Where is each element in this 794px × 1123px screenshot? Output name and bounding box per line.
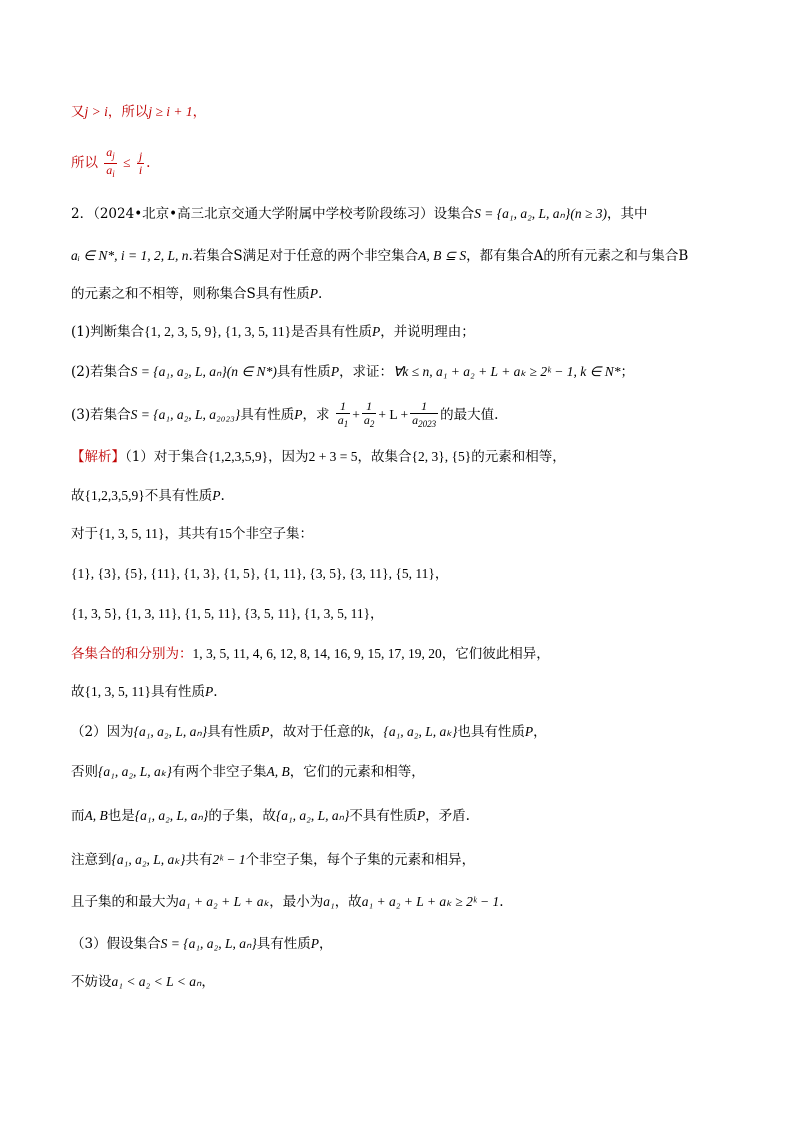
text: ，所以	[107, 104, 149, 120]
question-1	[71, 322, 475, 342]
text: 的元素和相等，	[471, 449, 566, 465]
math-expr: {a₁, a₂, L, aₙ}	[134, 808, 209, 823]
math-symbol: P	[310, 936, 320, 951]
text: 个非空子集：	[231, 526, 313, 542]
text: ，最小为	[269, 894, 324, 910]
text: 也具有性质	[457, 724, 525, 740]
solution-line-3	[71, 524, 313, 544]
math-expr: S = {a₁, a₂, L, aₙ}(n ≥ 3)	[474, 206, 607, 221]
text: ，故	[334, 894, 362, 910]
text: 不妨设	[71, 974, 112, 990]
text: .	[318, 286, 323, 302]
math-expr: {1,2,3,5,9}	[207, 449, 269, 464]
math-symbol: P	[330, 364, 340, 379]
denominator: $a_2$	[363, 413, 375, 429]
math-expr: 1, 3, 5, 11, 4, 6, 12, 8, 14, 16, 9, 15, 17, 19, 20	[192, 646, 442, 661]
text: .	[499, 894, 504, 910]
math-expr: S = {a₁, a₂, L, aₙ}	[160, 936, 257, 951]
text: ，它们的元素和相等，	[289, 764, 425, 780]
math-expr: j ≥ i + 1	[148, 104, 193, 119]
text: 的子集，故	[208, 808, 276, 824]
text: 所以	[71, 155, 98, 171]
math-symbol: P	[372, 324, 381, 339]
text: （3）假设集合	[71, 936, 161, 952]
denominator: a	[106, 163, 113, 177]
math-expr: j > i	[84, 104, 108, 119]
text: 故	[71, 488, 85, 504]
relation: ≤	[123, 155, 131, 170]
text: 对于	[71, 526, 98, 542]
text: ，其共有	[164, 526, 219, 542]
math-expr: S = {a₁, a₂, L, aₙ}(n ∈ N*)	[130, 364, 277, 379]
text: ，故对于任意的	[269, 724, 364, 740]
text: 各集合的和分别为：	[71, 646, 193, 662]
math-expr: a₁	[323, 894, 335, 909]
text: (2)若集合	[71, 364, 131, 380]
solution-part-3-line-1	[71, 934, 333, 954]
subscript: i	[112, 169, 115, 179]
text: 也是	[107, 808, 135, 824]
text: ；	[620, 364, 634, 380]
math-expr: 2 + 3 = 5	[308, 449, 358, 464]
numerator: 1	[362, 400, 377, 414]
math-expr: S = {a₁, a₂, L, a₂₀₂₃}	[130, 407, 241, 422]
math-expr: {1, 2, 3, 5, 9}, {1, 3, 5, 11}	[144, 324, 292, 339]
text: ，	[319, 936, 333, 952]
question-2	[71, 362, 634, 382]
math-symbol: P	[416, 808, 426, 823]
math-expr: a₁ + a₂ + L + aₖ ≥ 2ᵏ − 1	[361, 894, 500, 909]
text: 具有性质	[276, 364, 331, 380]
text: ，并说明理由；	[380, 324, 475, 340]
math-expr: + L +	[378, 407, 409, 422]
math-expr: {1,2,3,5,9}	[84, 488, 145, 503]
numerator: a	[106, 145, 113, 159]
solution-line-1	[71, 447, 566, 467]
fraction-1-a2023	[410, 400, 438, 431]
math-symbol: P	[309, 286, 318, 301]
text: 又	[71, 104, 85, 120]
math-expr: aᵢ ∈ N*, i = 1, 2, L, n	[71, 248, 189, 263]
text: 否则	[71, 764, 98, 780]
math-expr: a₁ + a₂ + L + aₖ	[179, 894, 270, 909]
text: ，求证：	[339, 364, 394, 380]
text: ，故集合	[357, 449, 412, 465]
text: （1）对于集合	[125, 449, 208, 465]
math-expr: {1, 3, 5, 11}	[84, 684, 151, 699]
problem-2-line-3	[71, 284, 322, 304]
math-expr: {a₁, a₂, L, aₖ}	[111, 852, 186, 867]
text: 个非空子集，每个子集的元素和相异，	[245, 852, 476, 868]
text: ，其中	[606, 206, 648, 222]
text: 而	[71, 808, 85, 824]
text: 有两个非空子集	[171, 764, 267, 780]
text: .	[146, 155, 151, 171]
text: (3)若集合	[71, 407, 131, 423]
math-symbol: P	[294, 407, 303, 422]
text: ，矛盾.	[425, 808, 470, 824]
numerator: 1	[410, 400, 438, 414]
solution-tag: 【解析】	[71, 449, 125, 465]
math-expr: a₁ < a₂ < L < aₙ	[111, 974, 202, 989]
math-expr: {2, 3}, {5}	[411, 449, 472, 464]
text: .	[220, 488, 225, 504]
fraction-1-a2	[362, 400, 377, 431]
plus: +	[352, 407, 360, 422]
math-expr: {1, 3, 5}, {1, 3, 11}, {1, 5, 11}, {3, 5, 11}, {1, 3, 5, 11}，	[71, 606, 384, 621]
subsets-line-1	[71, 564, 448, 584]
denominator: $a_1$	[337, 413, 349, 429]
fraction-1-a1	[336, 400, 351, 431]
text: .若集合S满足对于任意的两个非空集合	[188, 248, 419, 264]
number: 15	[218, 526, 232, 541]
fraction-aj-ai	[104, 146, 117, 181]
proof-line-j-gt-i	[71, 102, 206, 122]
numerator: j	[138, 149, 143, 163]
solution-line-4	[71, 682, 218, 702]
math-expr: ∀k ≤ n, a₁ + a₂ + L + aₖ ≥ 2ᵏ − 1, k ∈ N*	[393, 364, 621, 379]
text: 是否具有性质	[291, 324, 373, 340]
text: ，求	[302, 407, 330, 423]
denominator: i	[138, 163, 143, 177]
text: .	[213, 684, 218, 700]
text: ，	[192, 104, 207, 120]
text: ，	[533, 724, 547, 740]
text: 不具有性质	[349, 808, 417, 824]
text: 故	[71, 684, 85, 700]
math-expr: {a₁, a₂, L, aₙ}	[275, 808, 350, 823]
text: 且子集的和最大为	[71, 894, 179, 910]
math-symbol: P	[261, 724, 270, 739]
text: 具有性质	[150, 684, 205, 700]
solution-part-2-line-5	[71, 892, 504, 912]
problem-2-line-1	[71, 204, 647, 224]
problem-number: 2．	[71, 206, 94, 222]
fraction-j-i	[137, 150, 144, 177]
text: 具有性质	[256, 936, 311, 952]
question-3	[71, 400, 498, 431]
text: ，因为	[268, 449, 309, 465]
math-expr: {1}, {3}, {5}, {11}, {1, 3}, {1, 5}, {1, 11}, {3, 5}, {3, 11}, {5, 11}，	[71, 566, 449, 581]
text: ，都有集合A的所有元素之和与集合B	[466, 248, 689, 264]
solution-sums	[71, 644, 550, 664]
text: ，它们彼此相异，	[441, 646, 550, 662]
solution-part-2-line-1	[71, 722, 547, 742]
text: (1)判断集合	[71, 324, 145, 340]
text: （2）因为	[71, 724, 134, 740]
solution-part-3-line-2	[71, 972, 215, 992]
math-expr: A, B	[84, 808, 108, 823]
solution-part-2-line-3	[71, 806, 470, 826]
math-expr: {a₁, a₂, L, aₖ}	[98, 764, 172, 779]
math-expr: A, B	[266, 764, 290, 779]
math-symbol: k	[363, 724, 370, 739]
denominator: $a_{2023}$	[412, 413, 437, 429]
math-symbol: P	[524, 724, 534, 739]
solution-part-2-line-2	[71, 762, 425, 782]
text: 具有性质	[240, 407, 295, 423]
text: 的最大值.	[440, 407, 499, 423]
solution-line-2	[71, 486, 225, 506]
problem-2-line-2	[71, 246, 688, 266]
math-expr: {a₁, a₂, L, aₙ}	[133, 724, 208, 739]
text: 不具有性质	[144, 488, 213, 504]
text: ，	[201, 974, 215, 990]
math-expr: {1, 3, 5, 11}	[98, 526, 165, 541]
math-symbol: P	[204, 684, 214, 699]
subsets-line-2	[71, 604, 384, 624]
math-expr: {a₁, a₂, L, aₖ}	[383, 724, 458, 739]
math-symbol: P	[212, 488, 221, 503]
text: 共有	[185, 852, 213, 868]
problem-source: （2024•北京•高三北京交通大学附属中学校考阶段练习）设集合	[93, 206, 475, 222]
proof-line-ratio	[71, 146, 150, 181]
text: 具有性质	[207, 724, 262, 740]
math-expr: 2ᵏ − 1	[212, 852, 246, 867]
solution-part-2-line-4	[71, 850, 475, 870]
text: ，	[369, 724, 384, 740]
numerator: 1	[336, 400, 351, 414]
subscript: j	[112, 151, 115, 161]
text: 注意到	[71, 852, 112, 868]
text: 的元素之和不相等，则称集合S具有性质	[71, 286, 310, 302]
math-expr: A, B ⊆ S	[418, 248, 467, 263]
